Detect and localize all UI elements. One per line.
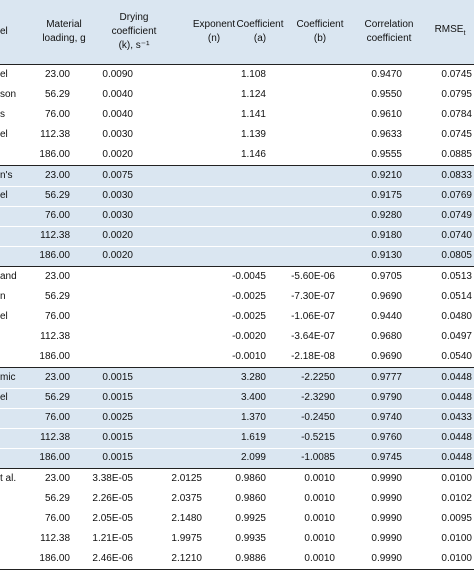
- cell-drying-coefficient: 0.0020: [102, 250, 133, 261]
- cell-rmse: 0.0448: [441, 392, 472, 403]
- cell-coefficient-a: -0.0025: [232, 311, 266, 322]
- cell-correlation: 0.9470: [371, 69, 402, 80]
- cell-loading: 56.29: [44, 291, 70, 302]
- cell-exponent: 2.1210: [171, 553, 202, 564]
- cell-correlation: 0.9690: [371, 291, 402, 302]
- cell-loading: 76.00: [44, 109, 70, 120]
- cell-rmse: 0.0100: [441, 473, 472, 484]
- cell-coefficient-a: 0.9925: [235, 513, 266, 524]
- cell-loading: 76.00: [44, 513, 70, 524]
- cell-coefficient-b: 0.0010: [304, 513, 335, 524]
- cell-correlation: 0.9745: [371, 452, 402, 463]
- cell-coefficient-b: -5.60E-06: [291, 271, 335, 282]
- cell-drying-coefficient: 0.0015: [102, 432, 133, 443]
- cell-model: son: [0, 89, 17, 100]
- cell-drying-coefficient: 2.05E-05: [92, 513, 133, 524]
- header-drying-line1: Drying: [119, 12, 149, 23]
- cell-model: el: [0, 311, 8, 322]
- cell-correlation: 0.9175: [371, 190, 402, 201]
- cell-rmse: 0.0805: [441, 250, 472, 261]
- cell-correlation: 0.9440: [371, 311, 402, 322]
- cell-coefficient-a: 0.9860: [235, 493, 266, 504]
- cell-rmse: 0.0769: [441, 190, 472, 201]
- cell-rmse: 0.0745: [441, 69, 472, 80]
- cell-rmse: 0.0480: [441, 311, 472, 322]
- cell-coefficient-a: -0.0020: [232, 331, 266, 342]
- table-row: [0, 125, 474, 145]
- cell-rmse: 0.0885: [441, 149, 472, 160]
- table-row: [0, 206, 474, 227]
- table-row: [0, 186, 474, 207]
- cell-loading: 56.29: [44, 89, 70, 100]
- header-coef-b-line2: (b): [313, 33, 327, 44]
- cell-coefficient-a: 3.400: [240, 392, 266, 403]
- table-row: [0, 226, 474, 247]
- model-group: [0, 368, 474, 469]
- cell-drying-coefficient: 1.21E-05: [92, 533, 133, 544]
- cell-exponent: 2.0125: [171, 473, 202, 484]
- cell-loading: 112.38: [40, 230, 70, 241]
- cell-coefficient-a: 1.139: [240, 129, 266, 140]
- cell-loading: 76.00: [44, 210, 70, 221]
- cell-loading: 186.00: [39, 250, 70, 261]
- cell-drying-coefficient: 0.0025: [102, 412, 133, 423]
- cell-correlation: 0.9180: [371, 230, 402, 241]
- cell-coefficient-b: -1.06E-07: [291, 311, 335, 322]
- table-row: [0, 489, 474, 509]
- table-row: [0, 287, 474, 307]
- cell-rmse: 0.0540: [441, 351, 472, 362]
- header-exponent-line2: (n): [207, 33, 221, 44]
- header-coef-a-line2: (a): [253, 33, 267, 44]
- cell-loading: 112.38: [40, 129, 70, 140]
- cell-coefficient-b: 0.0010: [304, 493, 335, 504]
- cell-model: s: [0, 109, 5, 120]
- cell-rmse: 0.0100: [441, 553, 472, 564]
- cell-drying-coefficient: 0.0015: [102, 452, 133, 463]
- table-row: [0, 105, 474, 125]
- cell-loading: 23.00: [44, 271, 70, 282]
- cell-drying-coefficient: 2.26E-05: [92, 493, 133, 504]
- table-row: [0, 388, 474, 409]
- header-rmse: [426, 0, 474, 64]
- cell-correlation: 0.9990: [371, 473, 402, 484]
- cell-loading: 112.38: [40, 331, 70, 342]
- cell-coefficient-b: -7.30E-07: [291, 291, 335, 302]
- header-rmse-label: RMSE: [434, 24, 464, 35]
- cell-coefficient-a: 3.280: [240, 372, 266, 383]
- cell-exponent: 2.0375: [171, 493, 202, 504]
- header-coef-b-line1: Coefficient: [296, 19, 344, 30]
- cell-model: el: [0, 129, 8, 140]
- cell-coefficient-a: 0.9886: [235, 553, 266, 564]
- cell-correlation: 0.9555: [371, 149, 402, 160]
- header-correlation: [352, 0, 426, 64]
- cell-model: n: [0, 291, 6, 302]
- table-row: [0, 469, 474, 489]
- cell-drying-coefficient: 0.0090: [102, 69, 133, 80]
- cell-loading: 76.00: [44, 412, 70, 423]
- cell-model: el: [0, 392, 8, 403]
- model-group: [0, 469, 474, 570]
- header-drying: [94, 0, 174, 64]
- cell-loading: 23.00: [44, 473, 70, 484]
- table-row: [0, 408, 474, 429]
- cell-coefficient-a: 1.108: [240, 69, 266, 80]
- cell-model: el: [0, 190, 8, 201]
- cell-coefficient-a: 1.370: [240, 412, 266, 423]
- cell-coefficient-b: 0.0010: [304, 533, 335, 544]
- cell-rmse: 0.0448: [441, 372, 472, 383]
- cell-drying-coefficient: 2.46E-06: [92, 553, 133, 564]
- cell-loading: 112.38: [40, 533, 70, 544]
- cell-rmse: 0.0448: [441, 432, 472, 443]
- cell-coefficient-b: -0.2450: [301, 412, 335, 423]
- cell-drying-coefficient: 0.0030: [102, 129, 133, 140]
- header-coef-a-line1: Coefficient: [236, 19, 284, 30]
- cell-drying-coefficient: 0.0075: [102, 170, 133, 181]
- model-group: [0, 267, 474, 368]
- cell-rmse: 0.0513: [441, 271, 472, 282]
- cell-rmse: 0.0795: [441, 89, 472, 100]
- cell-loading: 23.00: [44, 69, 70, 80]
- cell-drying-coefficient: 0.0015: [102, 372, 133, 383]
- table-header: [0, 0, 474, 65]
- cell-rmse: 0.0514: [441, 291, 472, 302]
- cell-coefficient-a: 1.619: [240, 432, 266, 443]
- model-group: [0, 65, 474, 166]
- table-row: [0, 368, 474, 389]
- cell-coefficient-a: 1.141: [240, 109, 266, 120]
- cell-rmse: 0.0740: [441, 230, 472, 241]
- cell-drying-coefficient: 0.0030: [102, 190, 133, 201]
- table-row: [0, 65, 474, 85]
- cell-rmse: 0.0784: [441, 109, 472, 120]
- table-row: [0, 246, 474, 266]
- header-drying-line2: coefficient: [111, 26, 157, 37]
- cell-coefficient-a: 2.099: [240, 452, 266, 463]
- cell-loading: 23.00: [44, 372, 70, 383]
- table-row: [0, 327, 474, 347]
- cell-correlation: 0.9790: [371, 392, 402, 403]
- header-model: [0, 0, 32, 64]
- cell-loading: 56.29: [44, 392, 70, 403]
- cell-correlation: 0.9777: [371, 372, 402, 383]
- cell-loading: 186.00: [39, 149, 70, 160]
- table-row: [0, 428, 474, 449]
- cell-coefficient-a: 0.9935: [235, 533, 266, 544]
- cell-drying-coefficient: 0.0020: [102, 149, 133, 160]
- cell-coefficient-b: 0.0010: [304, 473, 335, 484]
- cell-correlation: 0.9990: [371, 533, 402, 544]
- cell-loading: 186.00: [39, 553, 70, 564]
- cell-correlation: 0.9990: [371, 553, 402, 564]
- cell-drying-coefficient: 0.0030: [102, 210, 133, 221]
- table-row: [0, 529, 474, 549]
- cell-loading: 186.00: [39, 452, 70, 463]
- cell-correlation: 0.9705: [371, 271, 402, 282]
- cell-coefficient-a: 1.146: [240, 149, 266, 160]
- cell-correlation: 0.9990: [371, 513, 402, 524]
- table-row: [0, 307, 474, 327]
- cell-rmse: 0.0497: [441, 331, 472, 342]
- header-correlation-line1: Correlation: [364, 19, 414, 30]
- cell-rmse: 0.0745: [441, 129, 472, 140]
- header-loading-line2: loading, g: [42, 33, 86, 44]
- cell-rmse: 0.0749: [441, 210, 472, 221]
- cell-coefficient-a: 0.9860: [235, 473, 266, 484]
- table-row: [0, 166, 474, 187]
- cell-coefficient-b: -2.18E-08: [291, 351, 335, 362]
- cell-loading: 76.00: [44, 311, 70, 322]
- cell-drying-coefficient: 0.0040: [102, 109, 133, 120]
- cell-rmse: 0.0448: [441, 452, 472, 463]
- header-correlation-line2: coefficient: [366, 33, 412, 44]
- cell-model: n's: [0, 170, 13, 181]
- cell-rmse: 0.0833: [441, 170, 472, 181]
- cell-drying-coefficient: 0.0015: [102, 392, 133, 403]
- cell-coefficient-b: -2.3290: [301, 392, 335, 403]
- cell-correlation: 0.9130: [371, 250, 402, 261]
- cell-loading: 186.00: [39, 351, 70, 362]
- table-row: [0, 509, 474, 529]
- cell-coefficient-b: -1.0085: [301, 452, 335, 463]
- cell-coefficient-b: -0.5215: [301, 432, 335, 443]
- cell-rmse: 0.0102: [441, 493, 472, 504]
- cell-coefficient-b: 0.0010: [304, 553, 335, 564]
- cell-drying-coefficient: 0.0020: [102, 230, 133, 241]
- cell-correlation: 0.9680: [371, 331, 402, 342]
- cell-correlation: 0.9633: [371, 129, 402, 140]
- cell-rmse: 0.0100: [441, 533, 472, 544]
- cell-coefficient-a: -0.0045: [232, 271, 266, 282]
- cell-exponent: 2.1480: [171, 513, 202, 524]
- cell-loading: 56.29: [44, 493, 70, 504]
- cell-loading: 112.38: [40, 432, 70, 443]
- table-row: [0, 85, 474, 105]
- cell-coefficient-a: -0.0010: [232, 351, 266, 362]
- header-drying-line3: (k), s⁻¹: [118, 40, 150, 51]
- cell-correlation: 0.9550: [371, 89, 402, 100]
- cell-correlation: 0.9990: [371, 493, 402, 504]
- cell-correlation: 0.9760: [371, 432, 402, 443]
- header-exponent-line1: Exponent: [192, 19, 236, 30]
- cell-exponent: 1.9975: [171, 533, 202, 544]
- table-row: [0, 145, 474, 165]
- cell-coefficient-b: -2.2250: [301, 372, 335, 383]
- table-row: [0, 448, 474, 468]
- cell-drying-coefficient: 3.38E-05: [92, 473, 133, 484]
- cell-correlation: 0.9690: [371, 351, 402, 362]
- model-group: [0, 166, 474, 267]
- header-loading-line1: Material: [46, 19, 82, 30]
- header-coef-b: [278, 0, 362, 64]
- table-row: [0, 549, 474, 569]
- cell-coefficient-a: 1.124: [240, 89, 266, 100]
- cell-model: t al.: [0, 473, 17, 484]
- header-model-label: el: [0, 26, 8, 37]
- table-row: [0, 267, 474, 287]
- cell-model: and: [0, 271, 17, 282]
- header-loading: [34, 0, 94, 64]
- cell-correlation: 0.9740: [371, 412, 402, 423]
- cell-drying-coefficient: 0.0040: [102, 89, 133, 100]
- cell-coefficient-b: -3.64E-07: [291, 331, 335, 342]
- cell-rmse: 0.0095: [441, 513, 472, 524]
- cell-correlation: 0.9210: [371, 170, 402, 181]
- header-rmse-subscript: t: [463, 30, 466, 37]
- cell-loading: 23.00: [44, 170, 70, 181]
- cell-rmse: 0.0433: [441, 412, 472, 423]
- cell-loading: 56.29: [44, 190, 70, 201]
- cell-correlation: 0.9610: [371, 109, 402, 120]
- cell-model: mic: [0, 372, 16, 383]
- table-row: [0, 347, 474, 367]
- cell-correlation: 0.9280: [371, 210, 402, 221]
- cell-model: el: [0, 69, 8, 80]
- cell-coefficient-a: -0.0025: [232, 291, 266, 302]
